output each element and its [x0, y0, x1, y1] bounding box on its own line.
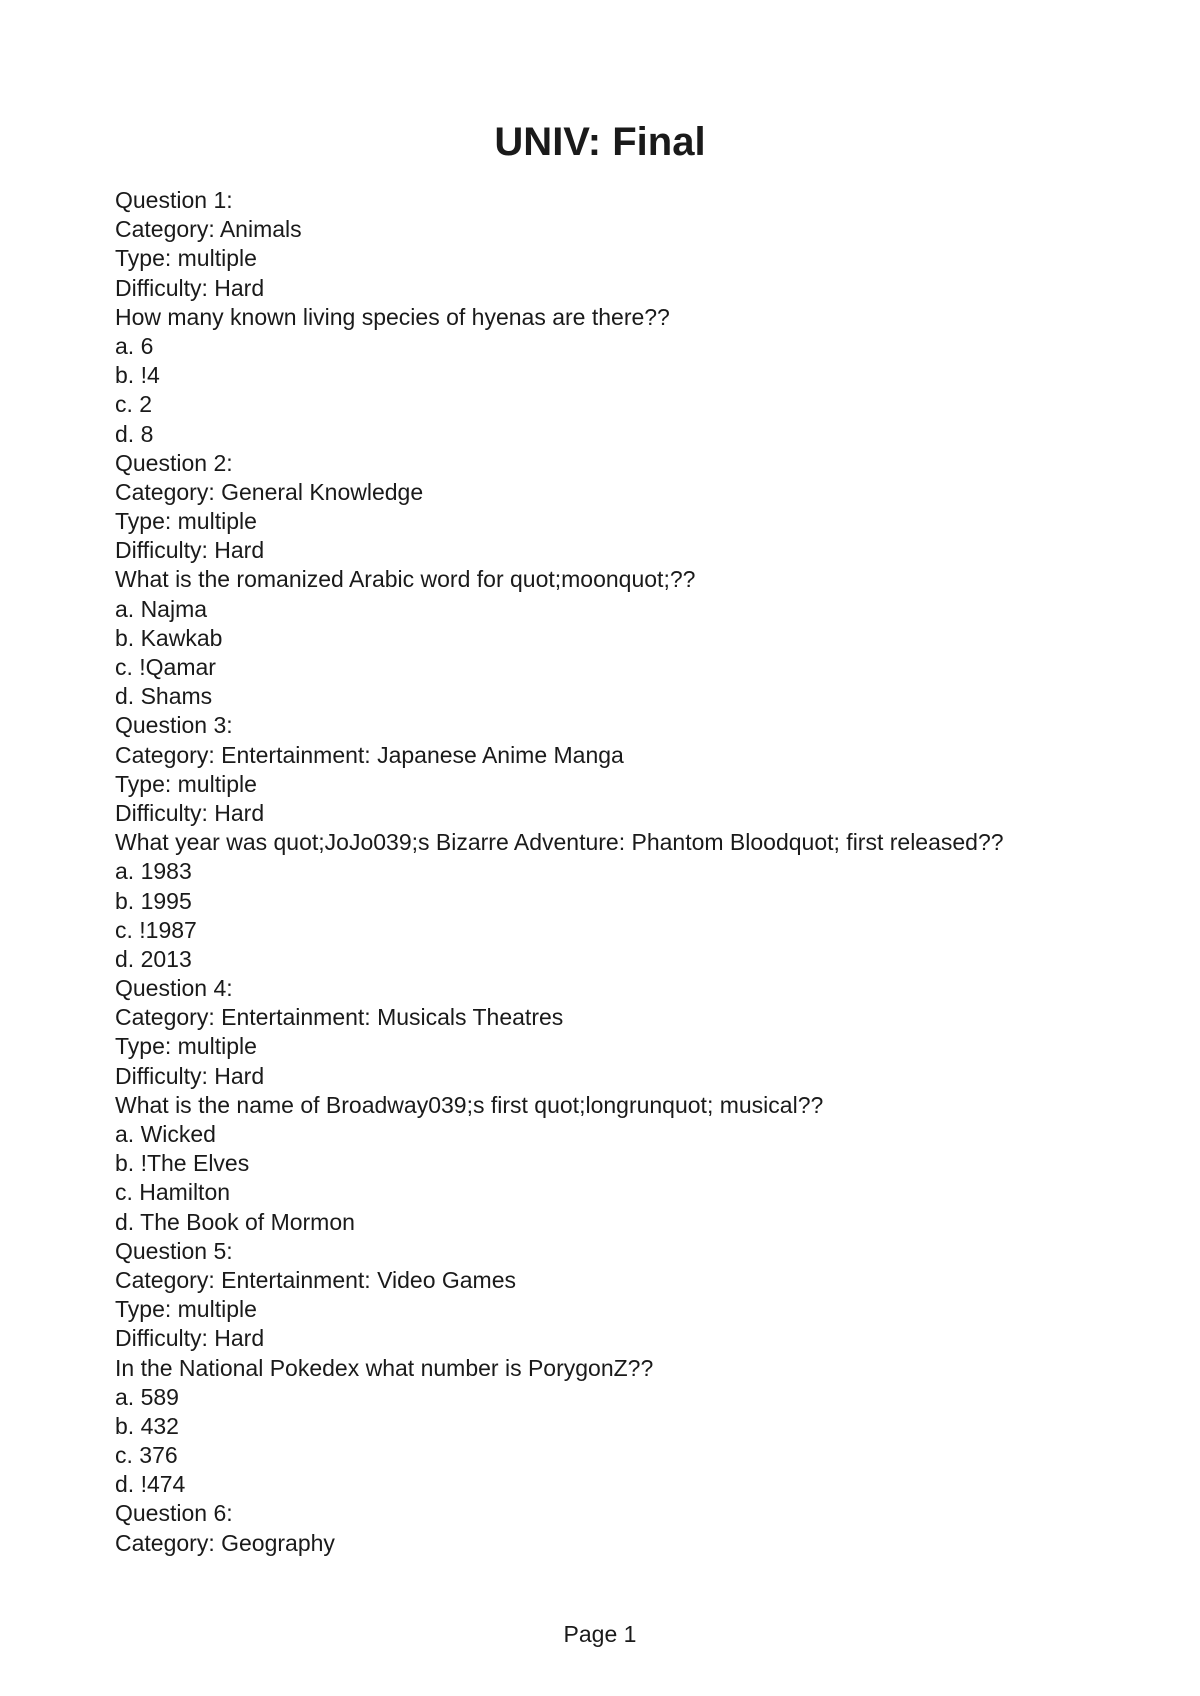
question-heading: Question 6:: [115, 1500, 233, 1527]
answer-option-c: c. Hamilton: [115, 1179, 231, 1206]
answer-option-b: b. 1995: [115, 887, 192, 914]
question-difficulty: Difficulty: Hard: [115, 537, 265, 564]
answer-option-c: c. !1987: [115, 916, 197, 943]
question-category: Category: Animals: [115, 216, 302, 243]
answer-option-b: b. !4: [115, 362, 160, 389]
question-text: In the National Pokedex what number is PorygonZ??: [115, 1354, 654, 1381]
question-text: What is the name of Broadway039;s first quot;longrunquot; musical??: [115, 1091, 824, 1118]
answer-option-d: d. !474: [115, 1471, 186, 1498]
question-type: Type: multiple: [115, 1296, 257, 1323]
question-category: Category: Geography: [115, 1529, 335, 1556]
question-text: What year was quot;JoJo039;s Bizarre Adventure: Phantom Bloodquot; first released??: [115, 829, 1004, 856]
question-category: Category: Entertainment: Japanese Anime Manga: [115, 741, 624, 768]
answer-option-d: d. The Book of Mormon: [115, 1208, 355, 1235]
question-text: How many known living species of hyenas are there??: [115, 303, 670, 330]
document-title: UNIV: Final: [494, 120, 706, 164]
question-heading: Question 5:: [115, 1237, 233, 1264]
question-1: [115, 186, 1115, 449]
question-type: Type: multiple: [115, 245, 257, 272]
question-difficulty: Difficulty: Hard: [115, 799, 265, 826]
answer-option-a: a. Najma: [115, 595, 208, 622]
question-type: Type: multiple: [115, 1033, 257, 1060]
answer-option-d: d. 8: [115, 420, 154, 447]
question-heading: Question 2:: [115, 449, 233, 476]
answer-option-b: b. 432: [115, 1412, 179, 1439]
answer-option-a: a. 1983: [115, 858, 192, 885]
answer-option-b: b. !The Elves: [115, 1150, 250, 1177]
question-heading: Question 4:: [115, 975, 233, 1002]
question-type: Type: multiple: [115, 508, 257, 535]
question-5: [115, 1237, 1115, 1500]
question-4: [115, 974, 1115, 1237]
answer-option-c: c. !Qamar: [115, 654, 216, 680]
question-text: What is the romanized Arabic word for quot;moonquot;??: [115, 566, 696, 593]
question-difficulty: Difficulty: Hard: [115, 274, 265, 301]
question-list: [115, 186, 1115, 1558]
question-3: [115, 711, 1115, 974]
question-difficulty: Difficulty: Hard: [115, 1062, 265, 1089]
question-category: Category: Entertainment: Video Games: [115, 1266, 517, 1293]
question-category: Category: Entertainment: Musicals Theatres: [115, 1004, 564, 1031]
answer-option-b: b. Kawkab: [115, 624, 223, 651]
question-6: [115, 1499, 1115, 1557]
question-heading: Question 3:: [115, 712, 233, 739]
question-difficulty: Difficulty: Hard: [115, 1325, 265, 1352]
question-category: Category: General Knowledge: [115, 478, 424, 505]
question-heading: Question 1:: [115, 187, 233, 213]
answer-option-a: a. 6: [115, 332, 154, 359]
page-number: Page 1: [563, 1621, 637, 1647]
answer-option-d: d. 2013: [115, 945, 192, 972]
answer-option-a: a. 589: [115, 1383, 179, 1410]
answer-option-a: a. Wicked: [115, 1121, 216, 1147]
answer-option-d: d. Shams: [115, 683, 213, 710]
question-2: [115, 449, 1115, 712]
answer-option-c: c. 2: [115, 391, 153, 418]
answer-option-c: c. 376: [115, 1442, 178, 1469]
question-type: Type: multiple: [115, 770, 257, 797]
